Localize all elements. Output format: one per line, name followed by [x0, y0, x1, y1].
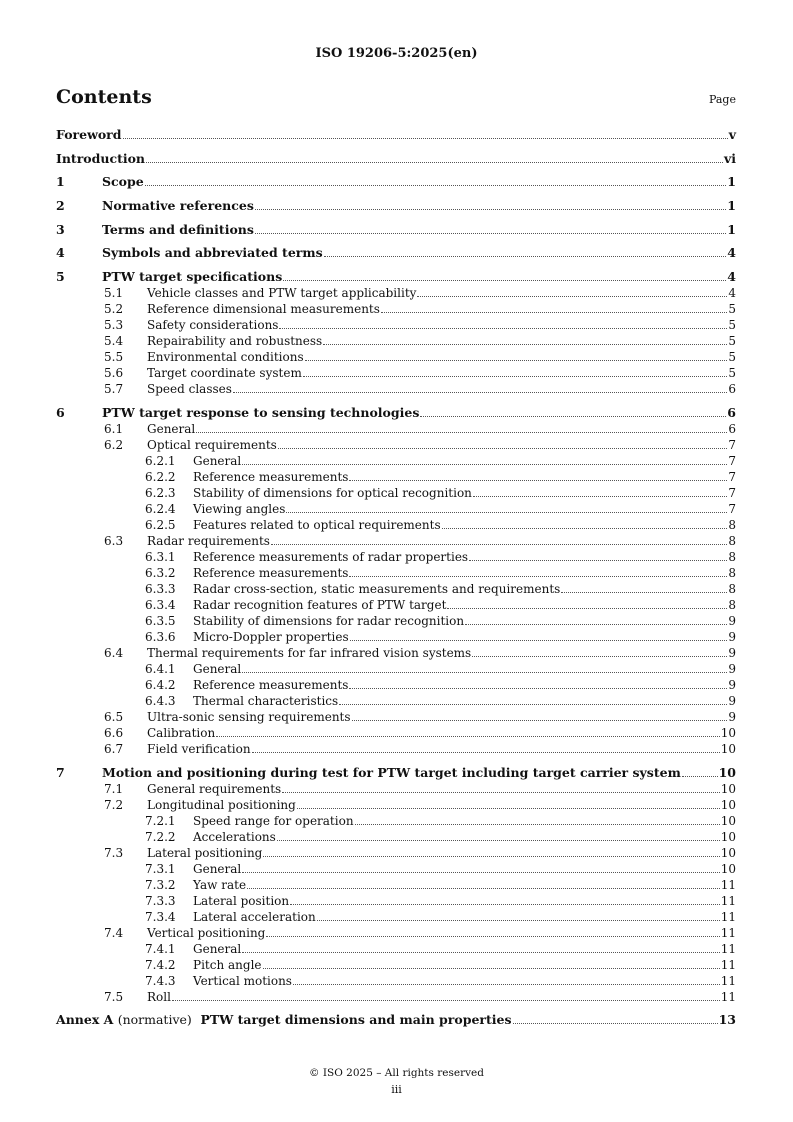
toc-entry-number: 7.2.1: [145, 813, 176, 828]
toc-entry-page: 7: [728, 453, 736, 468]
toc-entry-number: 7.2.2: [145, 829, 176, 844]
toc-entry-title: Symbols and abbreviated terms: [102, 245, 323, 261]
toc-entry[interactable]: [56, 973, 736, 989]
toc-entry[interactable]: [56, 222, 736, 238]
toc-entry[interactable]: [56, 989, 736, 1005]
toc-entry-number: 6.2.5: [145, 517, 176, 532]
toc-entry-page: 1: [727, 174, 736, 190]
toc-entry[interactable]: [56, 269, 736, 285]
toc-entry[interactable]: [56, 501, 736, 517]
toc-entry-title: Ultra-sonic sensing requirements: [147, 709, 351, 724]
toc-entry-title: Radar requirements: [147, 533, 270, 548]
toc-entry-page: 8: [728, 533, 736, 548]
toc-entry-title: Vertical motions: [193, 973, 292, 988]
toc-entry-title: Pitch angle: [193, 957, 262, 972]
toc-entry[interactable]: [56, 349, 736, 365]
toc-entry-number: 7.4: [104, 925, 124, 940]
dot-leader: [420, 416, 726, 417]
dot-leader: [283, 280, 726, 281]
toc-entry-page: 10: [718, 764, 736, 780]
toc-entry-title: Introduction: [56, 150, 146, 166]
toc-entry-page: 4: [727, 245, 736, 261]
toc-entry[interactable]: [56, 613, 736, 629]
dot-leader: [442, 528, 728, 529]
toc-entry-title: Radar recognition features of PTW target: [193, 597, 447, 612]
toc-entry-number: 5.5: [104, 350, 124, 365]
toc-entry-page: 11: [720, 973, 736, 988]
toc-entry-number: 6.3.2: [145, 565, 176, 580]
toc-entry-number: 5.3: [104, 318, 124, 333]
table-of-contents: [56, 127, 736, 1028]
dot-leader: [286, 512, 727, 513]
toc-entry-number: 6.6: [104, 725, 124, 740]
dot-leader: [447, 608, 727, 609]
toc-entry-title: Yaw rate: [193, 877, 247, 892]
toc-entry-number: 6.4.3: [145, 693, 176, 708]
toc-entry-number: 7.3.1: [145, 861, 176, 876]
toc-entry-title: PTW target response to sensing technologies: [102, 404, 420, 420]
toc-entry[interactable]: [56, 629, 736, 645]
toc-entry-number: 7.1: [104, 781, 124, 796]
toc-entry-page: 7: [728, 437, 736, 452]
toc-entry-number: 7.3.4: [145, 909, 176, 924]
dot-leader: [123, 138, 728, 139]
toc-entry[interactable]: [56, 245, 736, 261]
toc-entry-page: 6: [728, 382, 736, 397]
dot-leader: [196, 432, 727, 433]
toc-entry-title: Features related to optical requirements: [193, 517, 441, 532]
toc-entry-number: 6.2.3: [145, 485, 176, 500]
toc-entry-title: General requirements: [147, 781, 282, 796]
toc-entry-title: Lateral position: [193, 893, 290, 908]
toc-entry[interactable]: [56, 581, 736, 597]
toc-entry-number: 3: [56, 221, 65, 237]
toc-entry-number: 5: [56, 269, 65, 285]
page-column-label: Page: [708, 93, 736, 106]
toc-entry-title: Reference measurements: [193, 677, 349, 692]
toc-entry-page: 10: [720, 829, 736, 844]
toc-entry[interactable]: [56, 453, 736, 469]
dot-leader: [255, 233, 726, 234]
toc-entry[interactable]: [56, 813, 736, 829]
toc-entry-title: PTW target specifications: [102, 269, 283, 285]
annex-note: (normative): [117, 1012, 192, 1028]
toc-entry-number: 6.3.4: [145, 597, 176, 612]
toc-entry[interactable]: [56, 645, 736, 661]
toc-entry-page: 1: [727, 221, 736, 237]
toc-entry-page: 13: [718, 1012, 736, 1028]
dot-leader: [355, 824, 720, 825]
dot-leader: [513, 1023, 718, 1024]
toc-entry-number: 5.2: [104, 302, 124, 317]
toc-entry-number: 6.4: [104, 645, 124, 660]
toc-entry-page: 7: [728, 485, 736, 500]
toc-entry[interactable]: [56, 549, 736, 565]
dot-leader: [303, 376, 728, 377]
toc-entry[interactable]: [56, 198, 736, 214]
toc-entry-page: 8: [728, 517, 736, 532]
toc-entry-page: 5: [728, 302, 736, 317]
toc-entry-number: 6: [56, 404, 65, 420]
toc-entry-page: 11: [720, 877, 736, 892]
toc-entry-title: Lateral acceleration: [193, 909, 316, 924]
toc-entry-page: 9: [728, 693, 736, 708]
dot-leader: [266, 936, 719, 937]
toc-entry[interactable]: [56, 533, 736, 549]
dot-leader: [278, 448, 728, 449]
toc-entry[interactable]: [56, 333, 736, 349]
toc-entry-number: 5.7: [104, 382, 124, 397]
toc-entry-number: 7.4.1: [145, 941, 176, 956]
toc-entry[interactable]: [56, 725, 736, 741]
document-id-header: ISO 19206-5:2025(en): [315, 46, 478, 61]
toc-entry-title: Roll: [147, 989, 171, 1004]
dot-leader: [282, 792, 720, 793]
toc-entry[interactable]: [56, 517, 736, 533]
toc-entry-page: 4: [727, 269, 736, 285]
toc-entry[interactable]: [56, 381, 736, 397]
toc-entry[interactable]: [56, 741, 736, 757]
toc-entry-number: 7.3: [104, 845, 124, 860]
toc-entry-page: 8: [728, 597, 736, 612]
annex-title: PTW target dimensions and main properties: [200, 1012, 512, 1028]
dot-leader: [255, 209, 726, 210]
toc-entry-number: 5.4: [104, 334, 124, 349]
toc-entry-title: Stability of dimensions for optical recognition: [193, 485, 472, 500]
toc-entry-title: Reference dimensional measurements: [147, 302, 380, 317]
toc-entry-page: 10: [720, 813, 736, 828]
toc-entry-title: Safety considerations: [147, 318, 279, 333]
toc-entry-title: Scope: [102, 174, 144, 190]
toc-entry-title: [56, 1012, 512, 1028]
toc-entry-title: Environmental conditions: [147, 350, 304, 365]
toc-entry-title: Radar cross-section, static measurements and requirements: [193, 581, 561, 596]
dot-leader: [242, 672, 727, 673]
dot-leader: [263, 968, 720, 969]
toc-entry[interactable]: [56, 677, 736, 693]
dot-leader: [242, 952, 719, 953]
toc-entry-title: General: [147, 421, 196, 436]
toc-entry-number: 5.6: [104, 366, 124, 381]
dot-leader: [352, 720, 728, 721]
toc-entry-number: 6.3.6: [145, 629, 176, 644]
toc-entry-number: 6.2.2: [145, 469, 176, 484]
toc-entry-title: Optical requirements: [147, 437, 277, 452]
toc-entry-title: Speed classes: [147, 382, 232, 397]
toc-entry[interactable]: [56, 405, 736, 421]
toc-entry-number: 2: [56, 198, 65, 214]
toc-entry[interactable]: [56, 957, 736, 973]
toc-entry[interactable]: [56, 693, 736, 709]
toc-entry-page: 10: [720, 797, 736, 812]
toc-entry-title: Thermal requirements for far infrared vision systems: [147, 645, 472, 660]
toc-entry-title: General: [193, 453, 242, 468]
toc-entry-title: Micro-Doppler properties: [193, 629, 349, 644]
toc-entry-title: General: [193, 941, 242, 956]
toc-entry-number: 7: [56, 764, 65, 780]
toc-entry-title: Longitudinal positioning: [147, 797, 296, 812]
dot-leader: [324, 256, 727, 257]
toc-entry-number: 7.4.2: [145, 957, 176, 972]
dot-leader: [349, 480, 727, 481]
toc-entry-title: General: [193, 861, 242, 876]
toc-entry-page: 10: [720, 741, 736, 756]
toc-entry-number: 6.5: [104, 709, 124, 724]
dot-leader: [263, 856, 719, 857]
toc-entry-page: 10: [720, 781, 736, 796]
toc-entry-title: Field verification: [147, 741, 251, 756]
toc-entry-title: Reference measurements: [193, 469, 349, 484]
toc-entry-title: Thermal characteristics: [193, 693, 339, 708]
dot-leader: [293, 984, 720, 985]
copyright-footer: © ISO 2025 – All rights reserved: [309, 1067, 484, 1079]
dot-leader: [247, 888, 720, 889]
dot-leader: [290, 904, 720, 905]
toc-entry-title: Reference measurements of radar properties: [193, 549, 469, 564]
annex-label: Annex A: [56, 1012, 114, 1028]
dot-leader: [417, 296, 727, 297]
dot-leader: [350, 640, 728, 641]
dot-leader: [381, 312, 727, 313]
toc-entry-title: Motion and positioning during test for PTW target including target carrier system: [102, 764, 681, 780]
toc-entry[interactable]: [56, 845, 736, 861]
toc-entry[interactable]: [56, 365, 736, 381]
toc-entry-page: 8: [728, 565, 736, 580]
toc-entry-number: 7.5: [104, 989, 124, 1004]
toc-entry-page: vi: [723, 150, 736, 166]
toc-entry-page: 7: [728, 501, 736, 516]
toc-entry[interactable]: [56, 925, 736, 941]
toc-entry-page: 11: [720, 941, 736, 956]
toc-entry-title: Lateral positioning: [147, 845, 263, 860]
toc-entry[interactable]: [56, 1012, 736, 1028]
toc-entry[interactable]: [56, 661, 736, 677]
toc-entry-page: 9: [728, 709, 736, 724]
toc-entry-number: 6.3: [104, 533, 124, 548]
toc-entry[interactable]: [56, 421, 736, 437]
toc-entry-title: General: [193, 661, 242, 676]
toc-entry-page: 11: [720, 893, 736, 908]
toc-entry-number: 6.3.5: [145, 613, 176, 628]
toc-entry[interactable]: [56, 301, 736, 317]
toc-entry-title: Viewing angles: [193, 501, 286, 516]
toc-entry-page: 11: [720, 925, 736, 940]
dot-leader: [465, 624, 727, 625]
toc-entry-page: 1: [727, 198, 736, 214]
toc-entry[interactable]: [56, 285, 736, 301]
toc-entry-page: 6: [728, 421, 736, 436]
dot-leader: [349, 576, 727, 577]
dot-leader: [561, 592, 727, 593]
toc-entry-page: 9: [728, 661, 736, 676]
dot-leader: [145, 185, 727, 186]
toc-entry-page: 8: [728, 581, 736, 596]
toc-entry-number: 6.3.1: [145, 549, 176, 564]
dot-leader: [682, 776, 718, 777]
toc-entry-title: Normative references: [102, 198, 254, 214]
toc-entry-page: 5: [728, 334, 736, 349]
toc-entry-number: 4: [56, 245, 65, 261]
toc-entry-title: Foreword: [56, 127, 122, 142]
dot-leader: [233, 392, 727, 393]
dot-leader: [216, 736, 720, 737]
toc-entry-number: 6.3.3: [145, 581, 176, 596]
toc-entry-page: 4: [728, 286, 736, 301]
toc-entry-number: 5.1: [104, 286, 124, 301]
toc-entry-number: 7.2: [104, 797, 124, 812]
toc-entry-title: Repairability and robustness: [147, 334, 323, 349]
toc-entry[interactable]: [56, 469, 736, 485]
toc-entry-page: 7: [728, 469, 736, 484]
toc-entry-page: 10: [720, 845, 736, 860]
toc-entry[interactable]: [56, 941, 736, 957]
toc-entry[interactable]: [56, 765, 736, 781]
toc-entry[interactable]: [56, 565, 736, 581]
toc-entry-number: 6.2.1: [145, 453, 176, 468]
toc-entry[interactable]: [56, 485, 736, 501]
page-title: Contents: [56, 86, 152, 108]
dot-leader: [297, 808, 720, 809]
toc-entry[interactable]: [56, 893, 736, 909]
toc-entry[interactable]: [56, 829, 736, 845]
toc-entry-title: Vertical positioning: [147, 925, 266, 940]
toc-entry-page: 9: [728, 645, 736, 660]
toc-entry[interactable]: [56, 597, 736, 613]
toc-entry-number: 6.4.1: [145, 661, 176, 676]
toc-entry[interactable]: [56, 174, 736, 190]
toc-entry[interactable]: [56, 709, 736, 725]
toc-entry-title: Accelerations: [193, 829, 276, 844]
toc-entry-title: Reference measurements: [193, 565, 349, 580]
toc-entry-number: 6.2.4: [145, 501, 176, 516]
toc-entry-number: 1: [56, 174, 65, 190]
dot-leader: [349, 688, 727, 689]
toc-entry-page: 9: [728, 629, 736, 644]
dot-leader: [277, 840, 720, 841]
toc-entry-page: 10: [720, 861, 736, 876]
toc-entry[interactable]: [56, 797, 736, 813]
toc-entry-page: 9: [728, 677, 736, 692]
toc-entry-page: 10: [720, 725, 736, 740]
toc-entry-page: 11: [720, 957, 736, 972]
toc-entry-page: 5: [728, 350, 736, 365]
dot-leader: [473, 496, 727, 497]
toc-entry[interactable]: [56, 861, 736, 877]
toc-entry-number: 6.2: [104, 437, 124, 452]
toc-entry[interactable]: [56, 151, 736, 167]
toc-entry-page: 6: [727, 404, 736, 420]
toc-entry-title: Speed range for operation: [193, 813, 354, 828]
toc-entry-number: 7.4.3: [145, 973, 176, 988]
toc-entry-page: 8: [728, 549, 736, 564]
toc-entry[interactable]: [56, 781, 736, 797]
dot-leader: [469, 560, 727, 561]
dot-leader: [472, 656, 727, 657]
dot-leader: [146, 162, 723, 163]
dot-leader: [323, 344, 727, 345]
toc-entry-number: 6.4.2: [145, 677, 176, 692]
dot-leader: [242, 464, 727, 465]
dot-leader: [271, 544, 727, 545]
toc-entry[interactable]: [56, 877, 736, 893]
toc-entry-page: 5: [728, 318, 736, 333]
toc-entry-page: v: [728, 127, 736, 142]
toc-entry-title: Target coordinate system: [147, 366, 302, 381]
dot-leader: [305, 360, 728, 361]
toc-entry[interactable]: [56, 127, 736, 143]
toc-entry-page: 11: [720, 909, 736, 924]
toc-entry[interactable]: [56, 909, 736, 925]
toc-entry-page: 11: [720, 989, 736, 1004]
toc-entry-page: 9: [728, 613, 736, 628]
toc-entry-title: Calibration: [147, 725, 216, 740]
toc-entry-number: 6.1: [104, 421, 124, 436]
dot-leader: [252, 752, 720, 753]
toc-entry-title: Stability of dimensions for radar recognition: [193, 613, 465, 628]
toc-entry-title: Vehicle classes and PTW target applicability: [147, 286, 417, 301]
toc-entry-number: 7.3.2: [145, 877, 176, 892]
toc-entry[interactable]: [56, 437, 736, 453]
dot-leader: [242, 872, 719, 873]
dot-leader: [279, 328, 727, 329]
dot-leader: [339, 704, 727, 705]
toc-entry-number: 6.7: [104, 741, 124, 756]
page-number: iii: [391, 1083, 402, 1096]
dot-leader: [172, 1000, 720, 1001]
dot-leader: [317, 920, 720, 921]
toc-entry-page: 5: [728, 366, 736, 381]
toc-entry-title: Terms and definitions: [102, 221, 254, 237]
toc-entry-number: 7.3.3: [145, 893, 176, 908]
toc-entry[interactable]: [56, 317, 736, 333]
